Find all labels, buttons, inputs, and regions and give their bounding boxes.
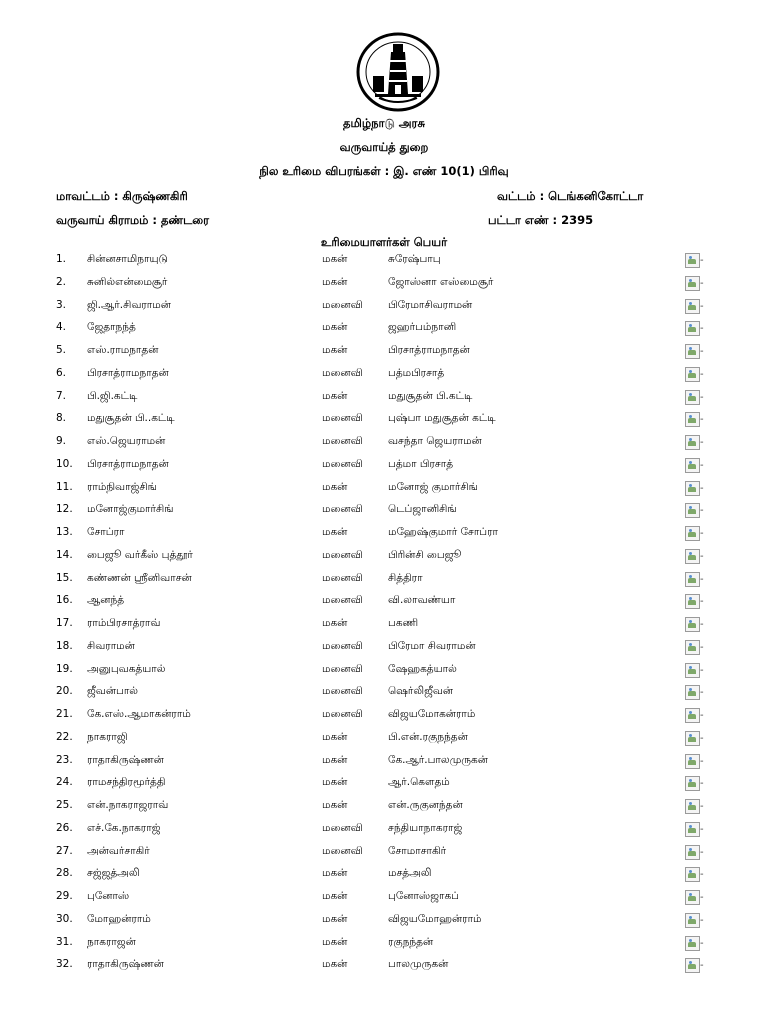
- heir-name: ஷெர்லிஜீவன்: [388, 685, 454, 698]
- heir-name: மசத்அலி: [388, 867, 432, 880]
- owner-name: ஜீவன்பால்: [87, 685, 139, 698]
- broken-image-suffix: -: [700, 414, 704, 426]
- taluk-label: வட்டம் : டெங்கனிகோட்டா: [497, 189, 644, 203]
- broken-image-suffix: -: [700, 710, 704, 721]
- heir-name: ஜோஸ்னா எஸ்மைசூர்: [388, 275, 494, 288]
- list-item: [0, 250, 768, 273]
- owner-name: ஜேதாநந்த்: [87, 321, 136, 334]
- list-item: [0, 500, 768, 523]
- heir-name: பிரசாத்ராமநாதன்: [388, 344, 470, 356]
- broken-image-suffix: -: [700, 892, 704, 903]
- relation-label: மகன்: [322, 480, 348, 493]
- government-title: தமிழ்நாடு அரசு: [343, 116, 425, 130]
- broken-image-suffix: -: [700, 846, 704, 858]
- list-item: [0, 819, 768, 842]
- broken-image-suffix: -: [700, 641, 704, 653]
- row-number: 6.: [56, 366, 67, 379]
- relation-label: மனைவி: [322, 639, 363, 652]
- row-number: 3.: [56, 298, 67, 311]
- broken-image-icon: [685, 435, 705, 450]
- broken-image-suffix: -: [700, 687, 704, 699]
- relation-label: மகன்: [322, 389, 348, 402]
- list-item: [0, 591, 768, 614]
- owner-name: மோஹன்ராம்: [87, 912, 151, 925]
- broken-image-suffix: -: [700, 573, 704, 585]
- list-item: [0, 864, 768, 887]
- broken-image-icon: [685, 617, 705, 632]
- list-item: [0, 614, 768, 637]
- list-item: [0, 728, 768, 751]
- list-item: [0, 409, 768, 432]
- relation-label: மகன்: [322, 867, 348, 880]
- row-number: 25.: [56, 799, 73, 811]
- row-number: 16.: [56, 594, 73, 607]
- broken-image-icon: [685, 321, 705, 336]
- heir-name: கே.ஆர்.பாலமுருகன்: [388, 753, 488, 766]
- broken-image-suffix: -: [700, 664, 704, 676]
- list-item: [0, 273, 768, 296]
- list-item: [0, 341, 768, 364]
- list-item: [0, 933, 768, 956]
- heir-name: விஜயமோகன்ராம்: [388, 708, 476, 720]
- relation-label: மகன்: [322, 890, 348, 902]
- owner-name: எஸ்.ராமநாதன்: [87, 344, 159, 356]
- list-item: [0, 842, 768, 865]
- relation-label: மனைவி: [322, 594, 363, 607]
- broken-image-icon: [685, 754, 705, 769]
- row-number: 12.: [56, 503, 73, 516]
- list-item: [0, 432, 768, 455]
- row-number: 19.: [56, 662, 73, 675]
- owner-name: கே.எஸ்.ஆமாகன்ராம்: [87, 708, 191, 720]
- broken-image-suffix: -: [700, 801, 704, 812]
- list-item: [0, 296, 768, 319]
- list-item: [0, 523, 768, 546]
- broken-image-icon: [685, 640, 705, 655]
- relation-label: மனைவி: [322, 503, 363, 516]
- relation-label: மகன்: [322, 776, 348, 789]
- broken-image-icon: [685, 458, 705, 473]
- relation-label: மனைவி: [322, 435, 363, 447]
- broken-image-icon: [685, 708, 705, 723]
- row-number: 9.: [56, 435, 67, 447]
- row-number: 21.: [56, 708, 73, 720]
- broken-image-suffix: -: [700, 778, 704, 790]
- row-number: 20.: [56, 685, 73, 698]
- relation-label: மனைவி: [322, 366, 363, 379]
- row-number: 15.: [56, 571, 73, 584]
- list-item: [0, 364, 768, 387]
- owner-name: ராதாகிருஷ்ணன்: [87, 958, 164, 971]
- broken-image-icon: [685, 890, 705, 905]
- heir-name: வசந்தா ஜெயராமன்: [388, 435, 482, 447]
- row-number: 31.: [56, 935, 73, 948]
- owner-name: என்.நாகராஜராவ்: [87, 799, 169, 811]
- relation-label: மனைவி: [322, 412, 363, 425]
- owner-name: ராம்நிவாஜ்சிங்: [87, 480, 157, 493]
- relation-label: மனைவி: [322, 298, 363, 311]
- list-item: [0, 682, 768, 705]
- owner-name: பிரசாத்ராமநாதன்: [87, 457, 169, 470]
- relation-label: மகன்: [322, 912, 348, 925]
- broken-image-suffix: -: [700, 596, 704, 608]
- broken-image-icon: [685, 526, 705, 541]
- owner-name: சோப்ரா: [87, 526, 125, 538]
- broken-image-suffix: -: [700, 482, 704, 494]
- broken-image-suffix: -: [700, 619, 704, 630]
- heir-name: புனோஸ்ஜாகப்: [388, 890, 459, 902]
- broken-image-suffix: -: [700, 391, 704, 403]
- list-item: [0, 387, 768, 410]
- owner-name: மனோஜ்குமார்சிங்: [87, 503, 174, 516]
- heir-name: சந்தியாநாகராஜ்: [388, 821, 463, 834]
- owner-name: ராம்பிரசாத்ராவ்: [87, 617, 161, 629]
- heir-name: விஜயமோஹன்ராம்: [388, 912, 482, 925]
- broken-image-suffix: -: [700, 277, 704, 289]
- owner-name: அன்வர்சாகிர்: [87, 844, 150, 857]
- relation-label: மனைவி: [322, 548, 363, 561]
- list-item: [0, 910, 768, 933]
- broken-image-icon: [685, 549, 705, 564]
- broken-image-icon: [685, 685, 705, 700]
- row-number: 22.: [56, 730, 73, 743]
- owners-heading: உரிமையாளர்கள் பெயர்: [320, 235, 448, 249]
- row-number: 30.: [56, 912, 73, 925]
- broken-image-icon: [685, 663, 705, 678]
- owner-name: சுனில்என்மைசூர்: [87, 275, 168, 288]
- village-label: வருவாய் கிராமம் : தண்டரை: [56, 213, 210, 227]
- heir-name: சோமாசாகிர்: [388, 844, 447, 857]
- broken-image-suffix: -: [700, 732, 704, 744]
- broken-image-icon: [685, 344, 705, 359]
- broken-image-icon: [685, 253, 705, 268]
- list-item: [0, 637, 768, 660]
- row-number: 23.: [56, 753, 73, 766]
- row-number: 26.: [56, 821, 73, 834]
- broken-image-suffix: -: [700, 459, 704, 471]
- heir-name: பத்மபிரசாத்: [388, 366, 445, 379]
- owner-name: பைஜூ வர்கீஸ் புத்தூர்: [87, 548, 193, 561]
- broken-image-suffix: -: [700, 528, 704, 539]
- relation-label: மகன்: [322, 935, 348, 948]
- owner-name: ஆனந்த்: [87, 594, 125, 607]
- broken-image-suffix: -: [700, 368, 704, 380]
- owner-name: அனுபுவகத்யால்: [87, 662, 166, 675]
- relation-label: மனைவி: [322, 708, 363, 720]
- broken-image-suffix: -: [700, 323, 704, 335]
- broken-image-suffix: -: [700, 346, 704, 357]
- relation-label: மனைவி: [322, 571, 363, 584]
- row-number: 29.: [56, 890, 73, 902]
- broken-image-icon: [685, 503, 705, 518]
- broken-image-icon: [685, 958, 705, 973]
- heir-name: பிரேமா சிவராமன்: [388, 639, 476, 652]
- list-item: [0, 705, 768, 728]
- relation-label: மகன்: [322, 275, 348, 288]
- relation-label: மகன்: [322, 730, 348, 743]
- list-item: [0, 796, 768, 819]
- owner-name: பி.ஜி.கட்டி: [87, 389, 138, 402]
- row-number: 18.: [56, 639, 73, 652]
- row-number: 17.: [56, 617, 73, 629]
- row-number: 24.: [56, 776, 73, 789]
- relation-label: மனைவி: [322, 457, 363, 470]
- heir-name: ஷேஹகத்யால்: [388, 662, 457, 675]
- relation-label: மகன்: [322, 526, 348, 538]
- broken-image-icon: [685, 776, 705, 791]
- owner-name: ஜி.ஆர்.சிவராமன்: [87, 298, 171, 311]
- list-item: [0, 955, 768, 978]
- row-number: 7.: [56, 389, 67, 402]
- relation-label: மகன்: [322, 253, 348, 265]
- tamil-nadu-emblem-icon: [355, 32, 441, 112]
- broken-image-icon: [685, 822, 705, 837]
- row-number: 10.: [56, 457, 73, 470]
- heir-name: ஆர்.கௌதம்: [388, 776, 450, 789]
- owner-name: கண்ணன் ஸ்ரீனிவாசன்: [87, 571, 192, 584]
- heir-name: பிரேமாசிவராமன்: [388, 298, 473, 311]
- broken-image-icon: [685, 867, 705, 882]
- list-item: [0, 478, 768, 501]
- row-number: 13.: [56, 526, 73, 538]
- broken-image-icon: [685, 276, 705, 291]
- row-number: 4.: [56, 321, 67, 334]
- relation-label: மகன்: [322, 753, 348, 766]
- broken-image-suffix: -: [700, 437, 704, 448]
- list-item: [0, 455, 768, 478]
- heir-name: பிரின்சி பைஜூ: [388, 548, 462, 561]
- broken-image-suffix: -: [700, 937, 704, 949]
- heir-name: ஜஹர்பம்நானி: [388, 321, 457, 334]
- broken-image-suffix: -: [700, 755, 704, 767]
- heir-name: மனோஜ் குமார்சிங்: [388, 480, 478, 493]
- heir-name: மஹேஷ்குமார் சோப்ரா: [388, 526, 499, 538]
- heir-name: ரகுநந்தன்: [388, 935, 434, 948]
- broken-image-icon: [685, 913, 705, 928]
- relation-label: மகன்: [322, 958, 348, 971]
- record-title: நில உரிமை விபரங்கள் : இ. எண் 10(1) பிரிவு: [259, 164, 509, 178]
- broken-image-suffix: -: [700, 550, 704, 562]
- row-number: 11.: [56, 480, 73, 493]
- relation-label: மகன்: [322, 321, 348, 334]
- broken-image-icon: [685, 299, 705, 314]
- patta-number: பட்டா எண் : 2395: [488, 213, 594, 227]
- owners-list: [0, 250, 768, 978]
- owner-name: எஸ்.ஜெயராமன்: [87, 435, 166, 447]
- broken-image-icon: [685, 845, 705, 860]
- list-item: [0, 569, 768, 592]
- owner-name: ராமசந்திரமூர்த்தி: [87, 776, 166, 789]
- heir-name: என்.ருகுனந்தன்: [388, 799, 463, 811]
- heir-name: பத்மா பிரசாத்: [388, 457, 454, 470]
- row-number: 1.: [56, 253, 67, 265]
- broken-image-suffix: -: [700, 823, 704, 835]
- heir-name: சித்திரா: [388, 571, 423, 584]
- list-item: [0, 546, 768, 569]
- broken-image-icon: [685, 481, 705, 496]
- department-title: வருவாய்த் துறை: [339, 140, 429, 154]
- list-item: [0, 773, 768, 796]
- broken-image-suffix: -: [700, 869, 704, 881]
- list-item: [0, 887, 768, 910]
- row-number: 5.: [56, 344, 67, 356]
- broken-image-icon: [685, 572, 705, 587]
- owner-name: சஜ்ஜத்அலி: [87, 867, 140, 880]
- row-number: 8.: [56, 412, 67, 425]
- row-number: 27.: [56, 844, 73, 857]
- owner-name: எச்.கே.நாகராஜ்: [87, 821, 161, 834]
- row-number: 28.: [56, 867, 73, 880]
- owner-name: பிரசாத்ராமநாதன்: [87, 366, 169, 379]
- owner-name: நாகராஜி: [87, 730, 128, 743]
- broken-image-icon: [685, 799, 705, 814]
- owner-name: சின்னசாமிநாயுடு: [87, 253, 168, 265]
- heir-name: சுரேஷ்பாபு: [388, 253, 441, 265]
- heir-name: பகணி: [388, 617, 419, 629]
- heir-name: டெப்ஜானிசிங்: [388, 503, 457, 516]
- relation-label: மனைவி: [322, 844, 363, 857]
- broken-image-icon: [685, 390, 705, 405]
- broken-image-suffix: -: [700, 960, 704, 972]
- list-item: [0, 318, 768, 341]
- heir-name: பி.என்.ரகுநந்தன்: [388, 730, 468, 743]
- owner-name: மதுசூதன் பி..கட்டி: [87, 412, 175, 425]
- broken-image-suffix: -: [700, 505, 704, 517]
- row-number: 2.: [56, 275, 67, 288]
- heir-name: புஷ்பா மதுசூதன் கட்டி: [388, 412, 496, 425]
- relation-label: மனைவி: [322, 662, 363, 675]
- relation-label: மகன்: [322, 799, 348, 811]
- list-item: [0, 660, 768, 683]
- owner-name: நாகராஜன்: [87, 935, 136, 948]
- broken-image-icon: [685, 731, 705, 746]
- broken-image-suffix: -: [700, 300, 704, 312]
- row-number: 14.: [56, 548, 73, 561]
- heir-name: வி.லாவண்யா: [388, 594, 456, 607]
- broken-image-icon: [685, 367, 705, 382]
- broken-image-suffix: -: [700, 914, 704, 926]
- broken-image-suffix: -: [700, 255, 704, 266]
- row-number: 32.: [56, 958, 73, 971]
- relation-label: மனைவி: [322, 821, 363, 834]
- heir-name: மதுசூதன் பி.கட்டி: [388, 389, 473, 402]
- heir-name: பாலமுருகன்: [388, 958, 449, 971]
- relation-label: மகன்: [322, 344, 348, 356]
- district-label: மாவட்டம் : கிருஷ்ணகிரி: [56, 189, 188, 203]
- owner-name: ராதாகிருஷ்ணன்: [87, 753, 164, 766]
- broken-image-icon: [685, 594, 705, 609]
- list-item: [0, 751, 768, 774]
- broken-image-icon: [685, 936, 705, 951]
- relation-label: மனைவி: [322, 685, 363, 698]
- broken-image-icon: [685, 412, 705, 427]
- owner-name: சிவராமன்: [87, 639, 135, 652]
- relation-label: மகன்: [322, 617, 348, 629]
- owner-name: புனோஸ்: [87, 890, 130, 902]
